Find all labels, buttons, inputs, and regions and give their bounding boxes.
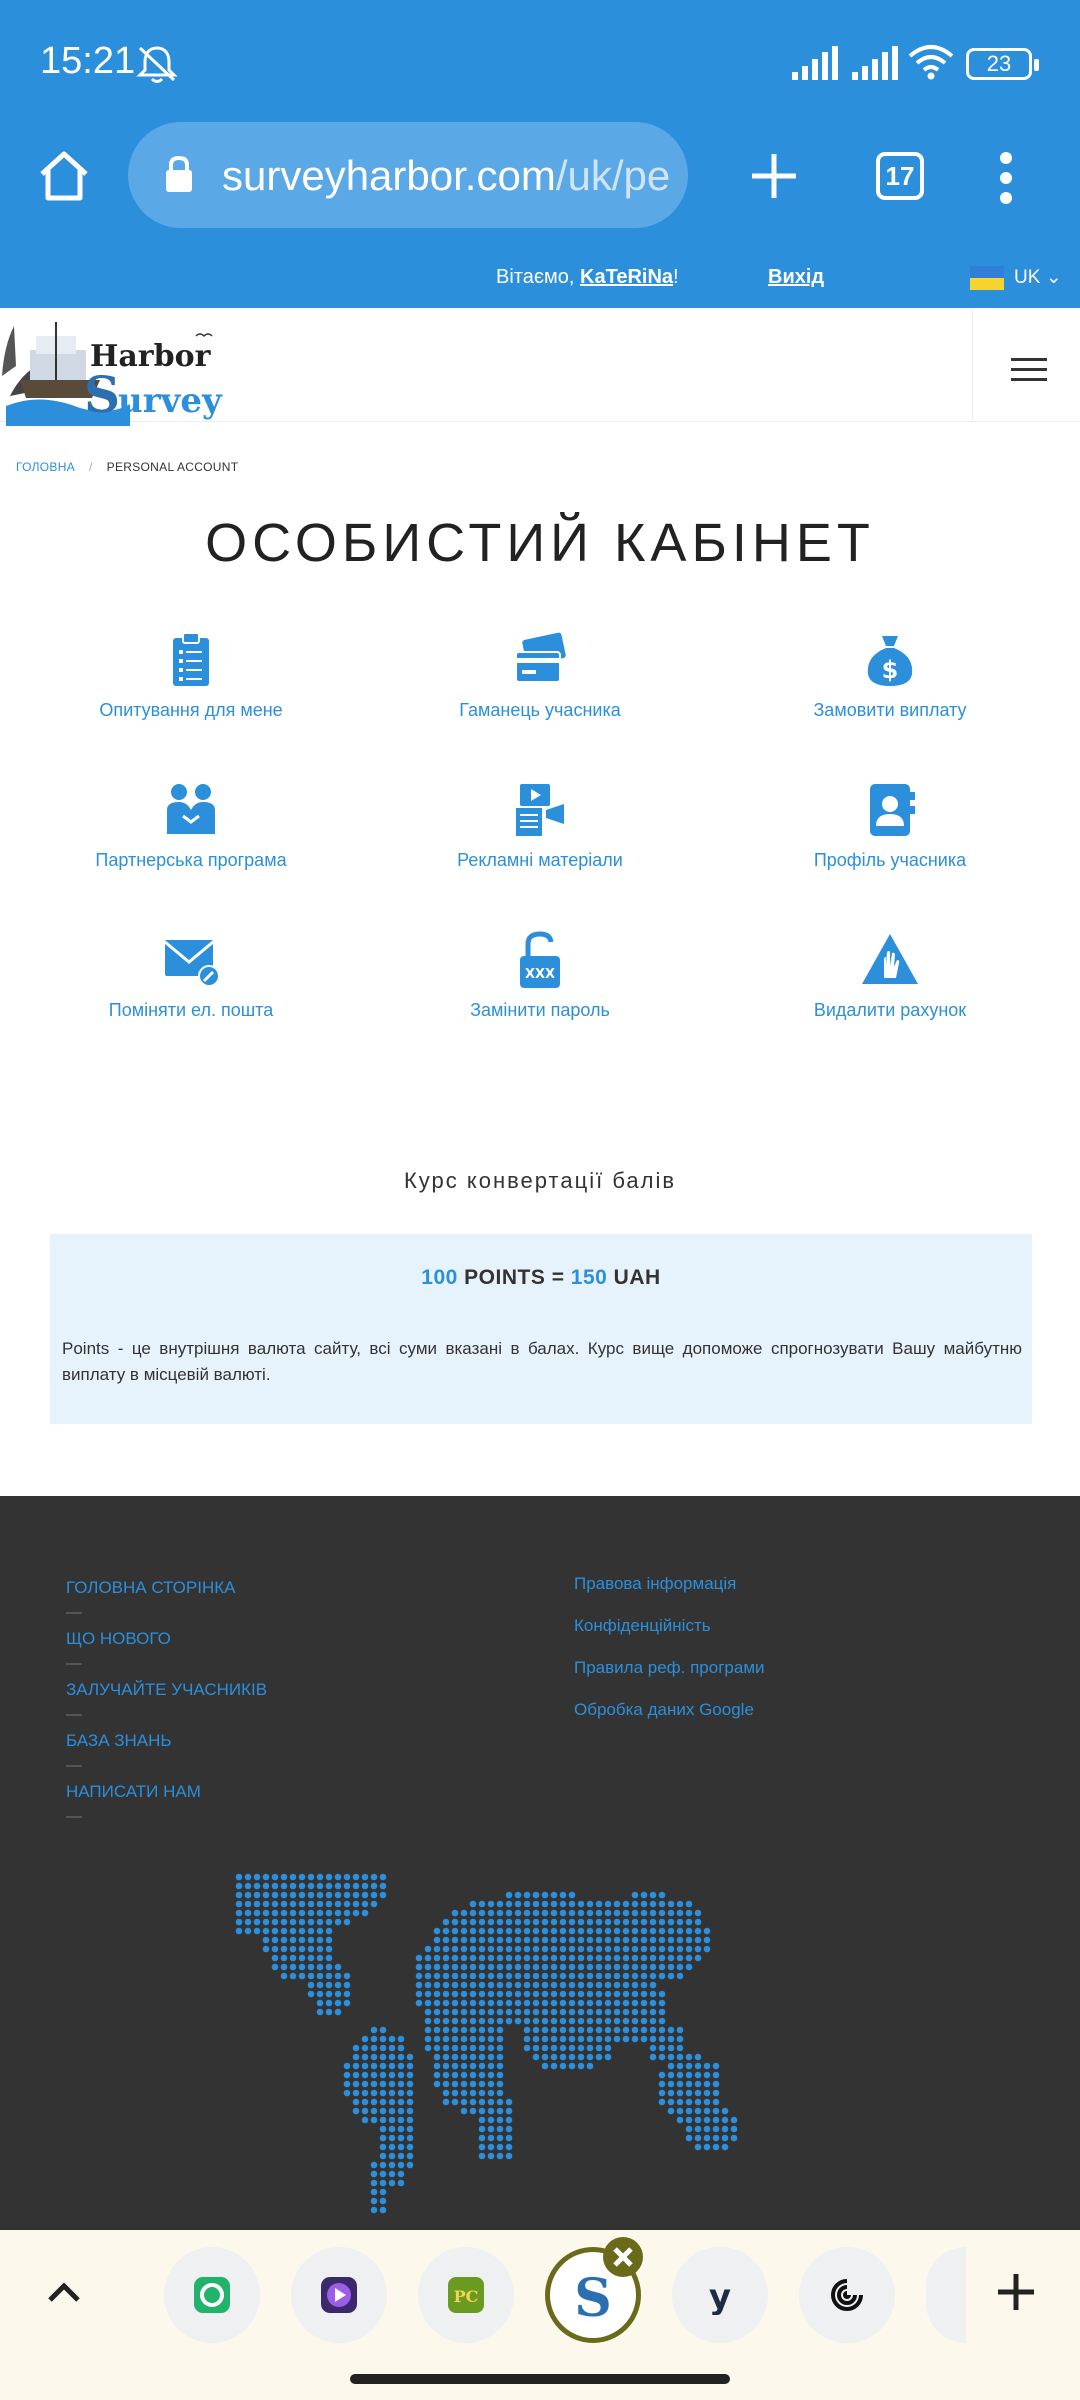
language-code: UK [1014, 267, 1041, 288]
dock-app-3[interactable] [418, 2247, 514, 2343]
url-path: /uk/pe [555, 152, 671, 199]
survey-harbor-logo[interactable] [0, 316, 240, 426]
footer-link-privacy[interactable]: Конфіденційність [574, 1616, 711, 1635]
menu-toggle[interactable] [972, 308, 1080, 422]
breadcrumb-current: PERSONAL ACCOUNT [106, 460, 239, 474]
tile-label: Видалити рахунок [813, 1000, 967, 1020]
svg-text:Harbor: Harbor [90, 339, 211, 374]
svg-text:PC: PC [453, 2287, 479, 2306]
close-tab-icon[interactable] [602, 2236, 644, 2278]
footer-divider [66, 1663, 82, 1665]
svg-text:$: $ [881, 656, 899, 684]
breadcrumb-home[interactable]: ГОЛОВНА [16, 460, 76, 474]
conversion-title: Курс конвертації балів [403, 1168, 677, 1193]
browser-toolbar [0, 118, 1080, 252]
greeting-prefix: Вітаємо, [496, 266, 581, 288]
email-edit-icon [161, 930, 221, 990]
home-icon[interactable] [36, 148, 92, 204]
uah-value: 150 [570, 1266, 608, 1289]
tile-my-surveys[interactable] [41, 630, 341, 740]
footer-divider [66, 1612, 82, 1614]
wallet-cards-icon [510, 630, 570, 690]
signal-icon [852, 46, 898, 80]
site-footer [0, 1496, 1080, 2230]
tile-label: Гаманець учасника [459, 700, 621, 720]
dock-app-2[interactable] [291, 2247, 387, 2343]
hamburger-icon [1011, 358, 1047, 382]
points-label: POINTS = [457, 1266, 571, 1289]
chevron-up-icon[interactable] [44, 2278, 84, 2304]
conversion-description: Points - це внутрішня валюта сайту, всі суми вказані в балах. Курс вище допоможе спрогнозувати Вашу майбутню виплату в місцевій валюті. [62, 1339, 1022, 1384]
dock-app-partial[interactable] [926, 2247, 966, 2343]
dock-app-5[interactable] [799, 2247, 895, 2343]
svg-text:S: S [84, 365, 121, 424]
camera-app-icon [192, 2275, 232, 2315]
profile-icon [860, 780, 920, 840]
dock-app-1[interactable] [164, 2247, 260, 2343]
tile-promo-materials[interactable] [390, 780, 690, 890]
tile-label: Замовити виплату [813, 700, 967, 720]
money-bag-icon [860, 630, 920, 690]
promo-materials-icon [510, 780, 570, 840]
more-icon[interactable] [998, 150, 1014, 206]
username-link[interactable]: KaTeRiNa [580, 266, 674, 288]
tile-label: Профіль учасника [813, 850, 967, 870]
tabs-icon[interactable]: 17 [876, 152, 924, 200]
bell-off-icon [134, 44, 180, 84]
conversion-info-box [50, 1234, 1032, 1424]
lock-icon [164, 156, 194, 192]
footer-link-google-data[interactable]: Обробка даних Google [574, 1700, 754, 1719]
breadcrumb-separator: / [89, 460, 93, 474]
page-title: ОСОБИСТИЙ КАБІНЕТ [205, 513, 875, 573]
tile-change-email[interactable] [41, 930, 341, 1040]
tile-label: Опитування для мене [99, 700, 283, 720]
site-header [0, 308, 1080, 422]
breadcrumb [16, 460, 238, 474]
dock-app-4[interactable] [672, 2247, 768, 2343]
uah-label: UAH [607, 1266, 661, 1289]
url-host: surveyharbor.com [222, 152, 556, 199]
conversion-rate [50, 1266, 1032, 1290]
battery-icon: 23 [966, 48, 1032, 80]
footer-link-invite[interactable]: ЗАЛУЧАЙТЕ УЧАСНИКІВ [66, 1680, 268, 1699]
system-nav-bar [0, 2350, 1080, 2400]
tile-request-payout[interactable] [740, 630, 1040, 740]
tile-wallet[interactable] [390, 630, 690, 740]
browser-tab-dock [0, 2230, 1080, 2350]
language-selector[interactable] [1014, 266, 1062, 289]
footer-link-home[interactable]: ГОЛОВНА СТОРІНКА [66, 1578, 236, 1597]
swirl-app-icon [827, 2275, 867, 2315]
tile-label: Партнерська програма [95, 850, 287, 870]
tile-delete-account[interactable] [740, 930, 1040, 1040]
video-app-icon [319, 2275, 359, 2315]
footer-divider [66, 1816, 82, 1818]
add-tab-icon[interactable] [996, 2272, 1036, 2312]
tile-label: Рекламні матеріали [457, 850, 623, 870]
footer-link-knowledge-base[interactable]: БАЗА ЗНАНЬ [66, 1731, 172, 1750]
tile-profile[interactable] [740, 780, 1040, 890]
address-bar[interactable] [128, 122, 688, 228]
svg-text:XXX: XXX [524, 967, 556, 982]
pc-app-icon [446, 2275, 486, 2315]
status-bar [0, 0, 1080, 118]
chevron-down-icon: ⌄ [1045, 267, 1062, 288]
warning-hand-icon [860, 930, 920, 990]
footer-link-news[interactable]: ЩО НОВОГО [66, 1629, 171, 1648]
logout-link[interactable]: Вихід [768, 266, 825, 288]
footer-divider [66, 1714, 82, 1716]
footer-link-legal[interactable]: Правова інформація [574, 1574, 737, 1593]
svg-text:urvey: urvey [118, 381, 222, 421]
padlock-icon [510, 930, 570, 990]
points-value: 100 [421, 1266, 458, 1289]
signal-icon [792, 46, 838, 80]
footer-link-referral-rules[interactable]: Правила реф. програми [574, 1658, 765, 1677]
partners-icon [161, 780, 221, 840]
svg-text:S: S [574, 2268, 612, 2324]
wifi-icon [908, 44, 954, 80]
y-app-icon [700, 2275, 740, 2315]
ukraine-flag-icon[interactable] [970, 266, 1004, 290]
clipboard-icon [161, 630, 221, 690]
greeting [496, 266, 679, 289]
world-map-dots [230, 1868, 850, 2230]
svg-text:y: y [708, 2277, 732, 2315]
footer-link-contact[interactable]: НАПИСАТИ НАМ [66, 1782, 201, 1801]
url-text [222, 152, 670, 200]
tile-partner-program[interactable] [41, 780, 341, 890]
plus-icon[interactable] [748, 150, 800, 202]
tile-change-password[interactable] [390, 930, 690, 1040]
site-top-bar [0, 252, 1080, 308]
tile-label: Замінити пароль [470, 1000, 610, 1020]
gesture-handle[interactable] [350, 2374, 730, 2384]
greeting-suffix: ! [673, 266, 679, 288]
status-time: 15:21 [40, 40, 136, 82]
footer-divider [66, 1765, 82, 1767]
tile-label: Поміняти ел. пошта [108, 1000, 274, 1020]
